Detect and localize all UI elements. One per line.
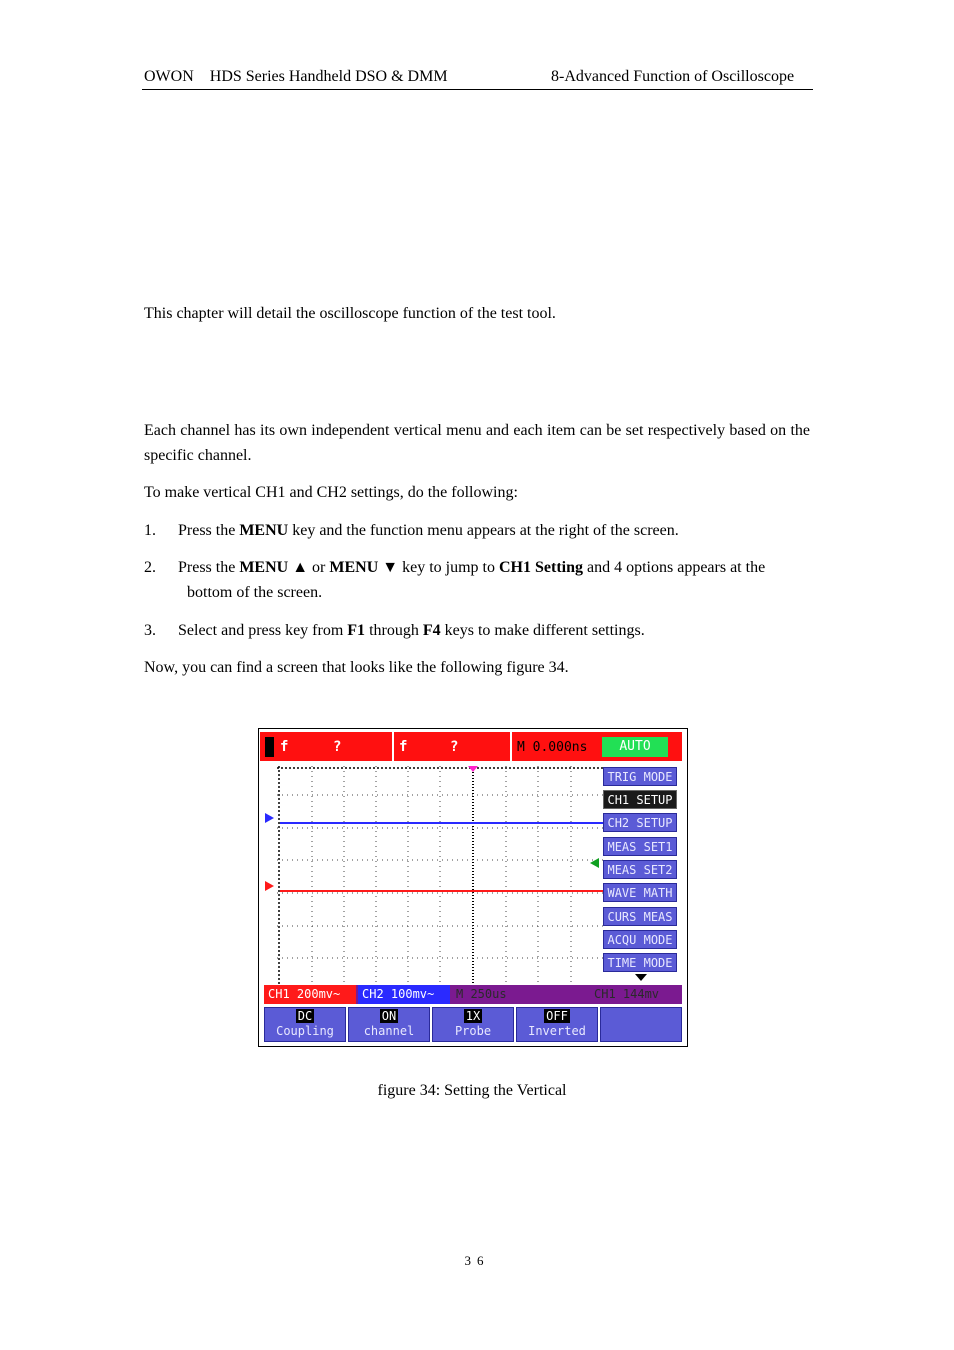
f4-inverted-button[interactable]: OFF Inverted — [516, 1007, 598, 1042]
status-bar — [264, 985, 682, 1004]
oscilloscope-screenshot — [258, 728, 688, 1047]
page-number: 36 — [464, 1253, 490, 1268]
menu-meas-set1[interactable]: MEAS SET1 — [603, 837, 677, 856]
step-text: Press the MENU ▲ or MENU ▼ key to jump to CH1 Setting and 4 options appears at the — [178, 559, 766, 576]
figure-caption: figure 34: Setting the Vertical — [377, 1082, 567, 1099]
ch2-freq-label: f — [399, 739, 408, 755]
step-text-continued: bottom of the screen. — [187, 584, 323, 601]
menu-wave-math[interactable]: WAVE MATH — [603, 883, 677, 902]
menu-time-mode[interactable]: TIME MODE — [603, 953, 677, 972]
scope-top-bar — [260, 732, 682, 761]
ch1-marker-icon — [265, 881, 274, 891]
channel-paragraph: Each channel has its own independent vertical menu and each item can be set respectively based on the specific channel. — [144, 422, 810, 464]
step-number: 2. — [144, 559, 156, 576]
step-number: 1. — [144, 522, 156, 539]
step-number: 3. — [144, 622, 156, 639]
ch2-marker-icon — [265, 813, 274, 823]
horizontal-position: M 0.000ns — [517, 740, 588, 755]
instructions-lead: To make vertical CH1 and CH2 settings, do the following: — [144, 484, 518, 501]
page-header-right: 8-Advanced Function of Oscilloscope — [551, 68, 795, 85]
ch1-freq-label: f — [280, 739, 289, 755]
f5-empty-button[interactable] — [600, 1007, 682, 1042]
header-rule — [142, 89, 813, 90]
intro-paragraph: This chapter will detail the oscilloscope function of the test tool. — [144, 305, 556, 322]
menu-ch1-setup[interactable]: CH1 SETUP — [603, 790, 677, 809]
menu-ch2-setup[interactable]: CH2 SETUP — [603, 813, 677, 832]
waveform-grid — [277, 766, 607, 984]
time-base: M 250us — [456, 987, 507, 1001]
f1-coupling-button[interactable]: DC Coupling — [264, 1007, 346, 1042]
function-keys — [264, 1007, 682, 1042]
ch1-volts-div: CH1 200mv~ — [264, 985, 356, 1004]
trigger-level: CH1 144mv — [594, 987, 660, 1001]
step-text: Press the MENU key and the function menu appears at the right of the screen. — [178, 522, 679, 539]
ch2-freq-value: ? — [450, 739, 459, 755]
f3-probe-button[interactable]: 1X Probe — [432, 1007, 514, 1042]
ch2-volts-div: CH2 100mv~ — [358, 985, 450, 1004]
menu-meas-set2[interactable]: MEAS SET2 — [603, 860, 677, 879]
step-text: Select and press key from F1 through F4 keys to make different settings. — [178, 622, 645, 639]
menu-trig-mode[interactable]: TRIG MODE — [603, 767, 677, 786]
scroll-down-icon[interactable] — [635, 974, 647, 981]
battery-icon — [265, 737, 274, 757]
menu-acqu-mode[interactable]: ACQU MODE — [603, 930, 677, 949]
figure-lead: Now, you can find a screen that looks like the following figure 34. — [144, 659, 569, 676]
f2-channel-button[interactable]: ON channel — [348, 1007, 430, 1042]
auto-button[interactable]: AUTO — [602, 737, 668, 757]
ch1-freq-value: ? — [333, 739, 342, 755]
channel-markers — [263, 813, 277, 893]
page-header-left: OWON HDS Series Handheld DSO & DMM — [144, 68, 448, 85]
step-2 — [144, 555, 810, 605]
menu-curs-meas[interactable]: CURS MEAS — [603, 907, 677, 926]
